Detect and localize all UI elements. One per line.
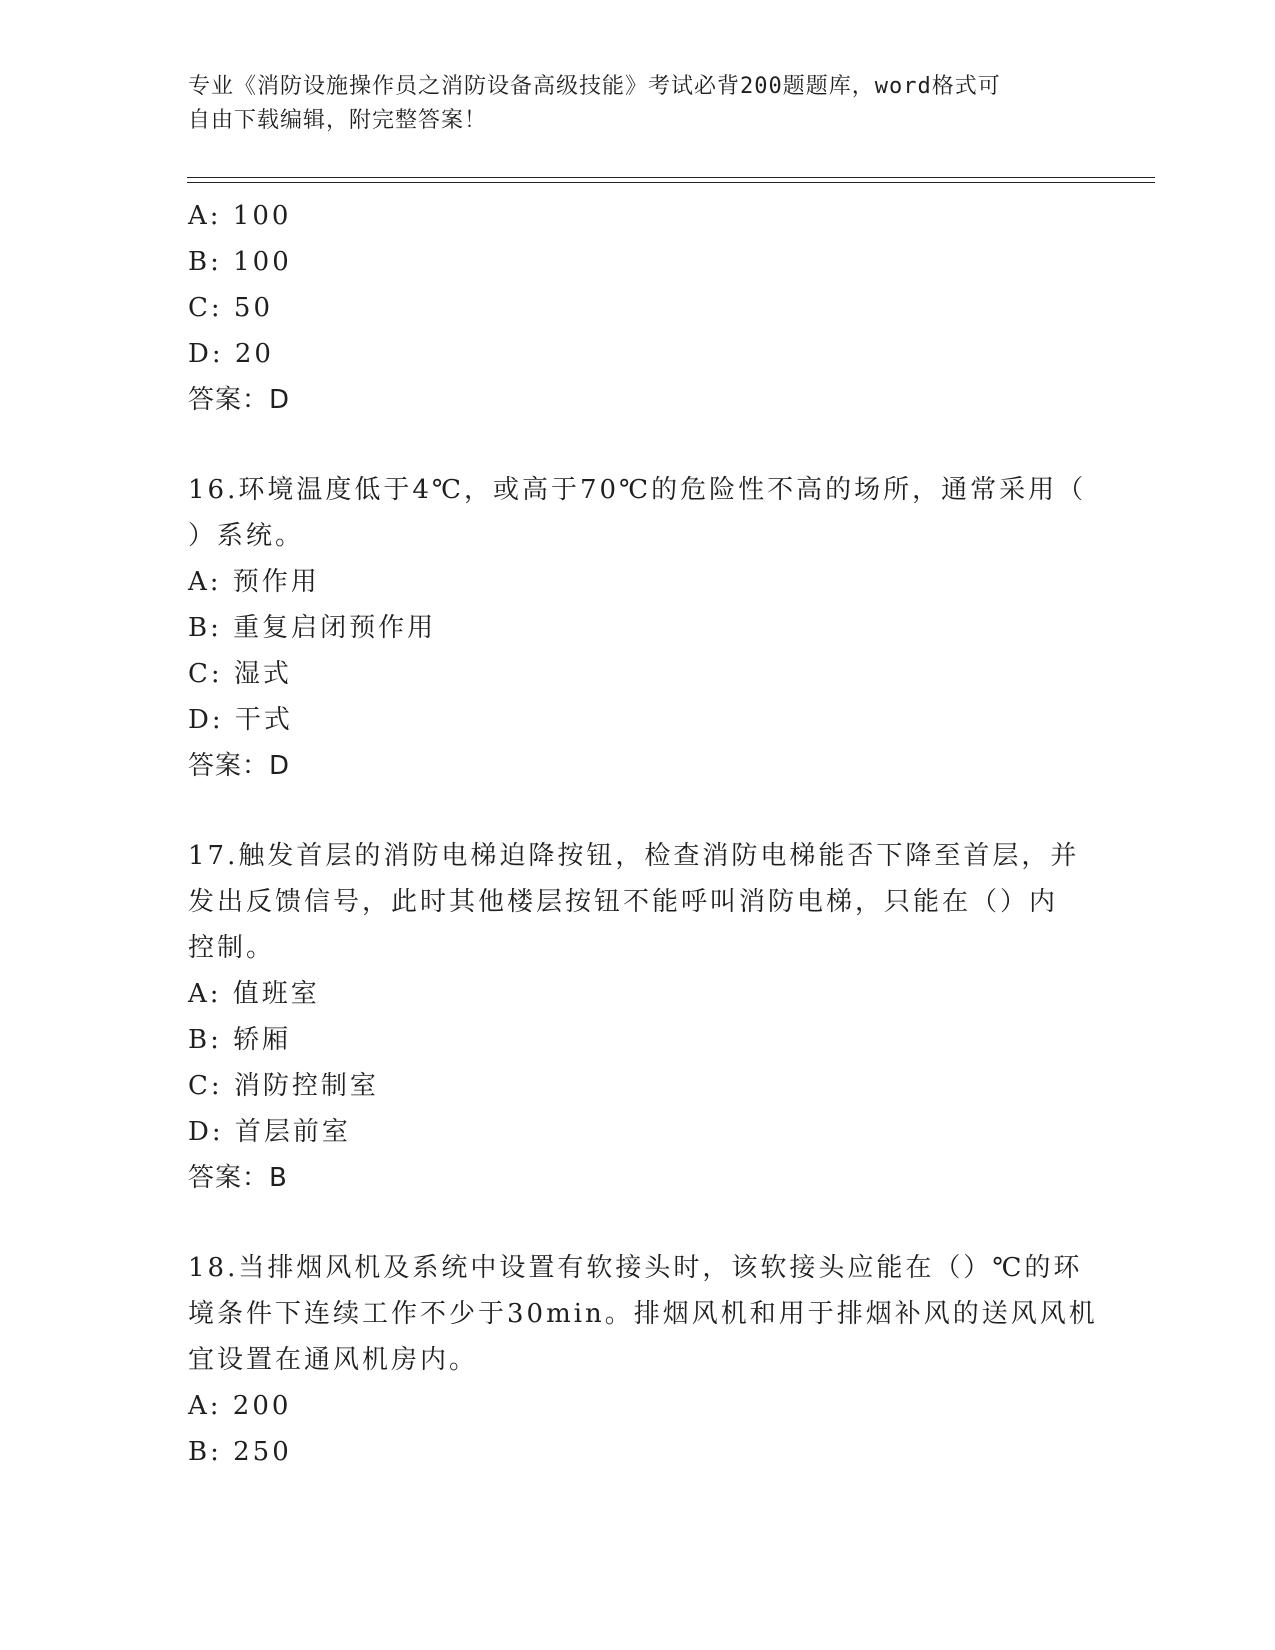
option-d: D: 20	[188, 339, 274, 369]
stem-line: 控制。	[188, 933, 276, 963]
question-stem	[188, 833, 1088, 971]
question-stem	[188, 1245, 1098, 1383]
option-c: C: 湿式	[188, 659, 292, 689]
option-a: A: 预作用	[188, 567, 320, 597]
option-a: A: 100	[188, 201, 292, 231]
header-divider-top	[187, 177, 1155, 178]
option-d: D: 首层前室	[188, 1117, 351, 1147]
header-line-1: 专业《消防设施操作员之消防设备高级技能》考试必背200题题库，word格式可	[188, 74, 1001, 99]
option-a: A: 200	[188, 1391, 292, 1421]
stem-line: 境条件下连续工作不少于30min。排烟风机和用于排烟补风的送风风机	[188, 1299, 1098, 1329]
stem-line: 宜设置在通风机房内。	[188, 1345, 479, 1375]
option-b: B: 100	[188, 247, 292, 277]
question-block-17	[188, 833, 1088, 1201]
answer-line: 答案：D	[188, 751, 291, 781]
option-b: B: 重复启闭预作用	[188, 613, 437, 643]
question-list	[188, 193, 1098, 1475]
answer-line: 答案：D	[188, 385, 291, 415]
option-a: A: 值班室	[188, 979, 320, 1009]
question-block-18	[188, 1245, 1098, 1475]
option-d: D: 干式	[188, 705, 293, 735]
header-line-2: 自由下载编辑，附完整答案！	[188, 108, 488, 133]
option-c: C: 消防控制室	[188, 1071, 379, 1101]
option-c: C: 50	[188, 293, 274, 323]
question-stem	[188, 467, 1088, 559]
option-b: B: 轿厢	[188, 1025, 292, 1055]
stem-line: 17.触发首层的消防电梯迫降按钮，检查消防电梯能否下降至首层，并	[188, 841, 1080, 871]
option-b: B: 250	[188, 1437, 292, 1467]
answer-line: 答案：B	[188, 1163, 288, 1193]
stem-line: 16.环境温度低于4℃，或高于70℃的危险性不高的场所，通常采用（	[188, 475, 1087, 505]
question-block-16	[188, 467, 1088, 789]
stem-line: 18.当排烟风机及系统中设置有软接头时，该软接头应能在（）℃的环	[188, 1253, 1083, 1283]
document-header	[188, 70, 1088, 138]
header-divider-bottom	[187, 182, 1155, 183]
stem-line: 发出反馈信号，此时其他楼层按钮不能呼叫消防电梯，只能在（）内	[188, 887, 1059, 917]
question-block-15	[188, 193, 1088, 423]
stem-line: ）系统。	[188, 521, 305, 551]
